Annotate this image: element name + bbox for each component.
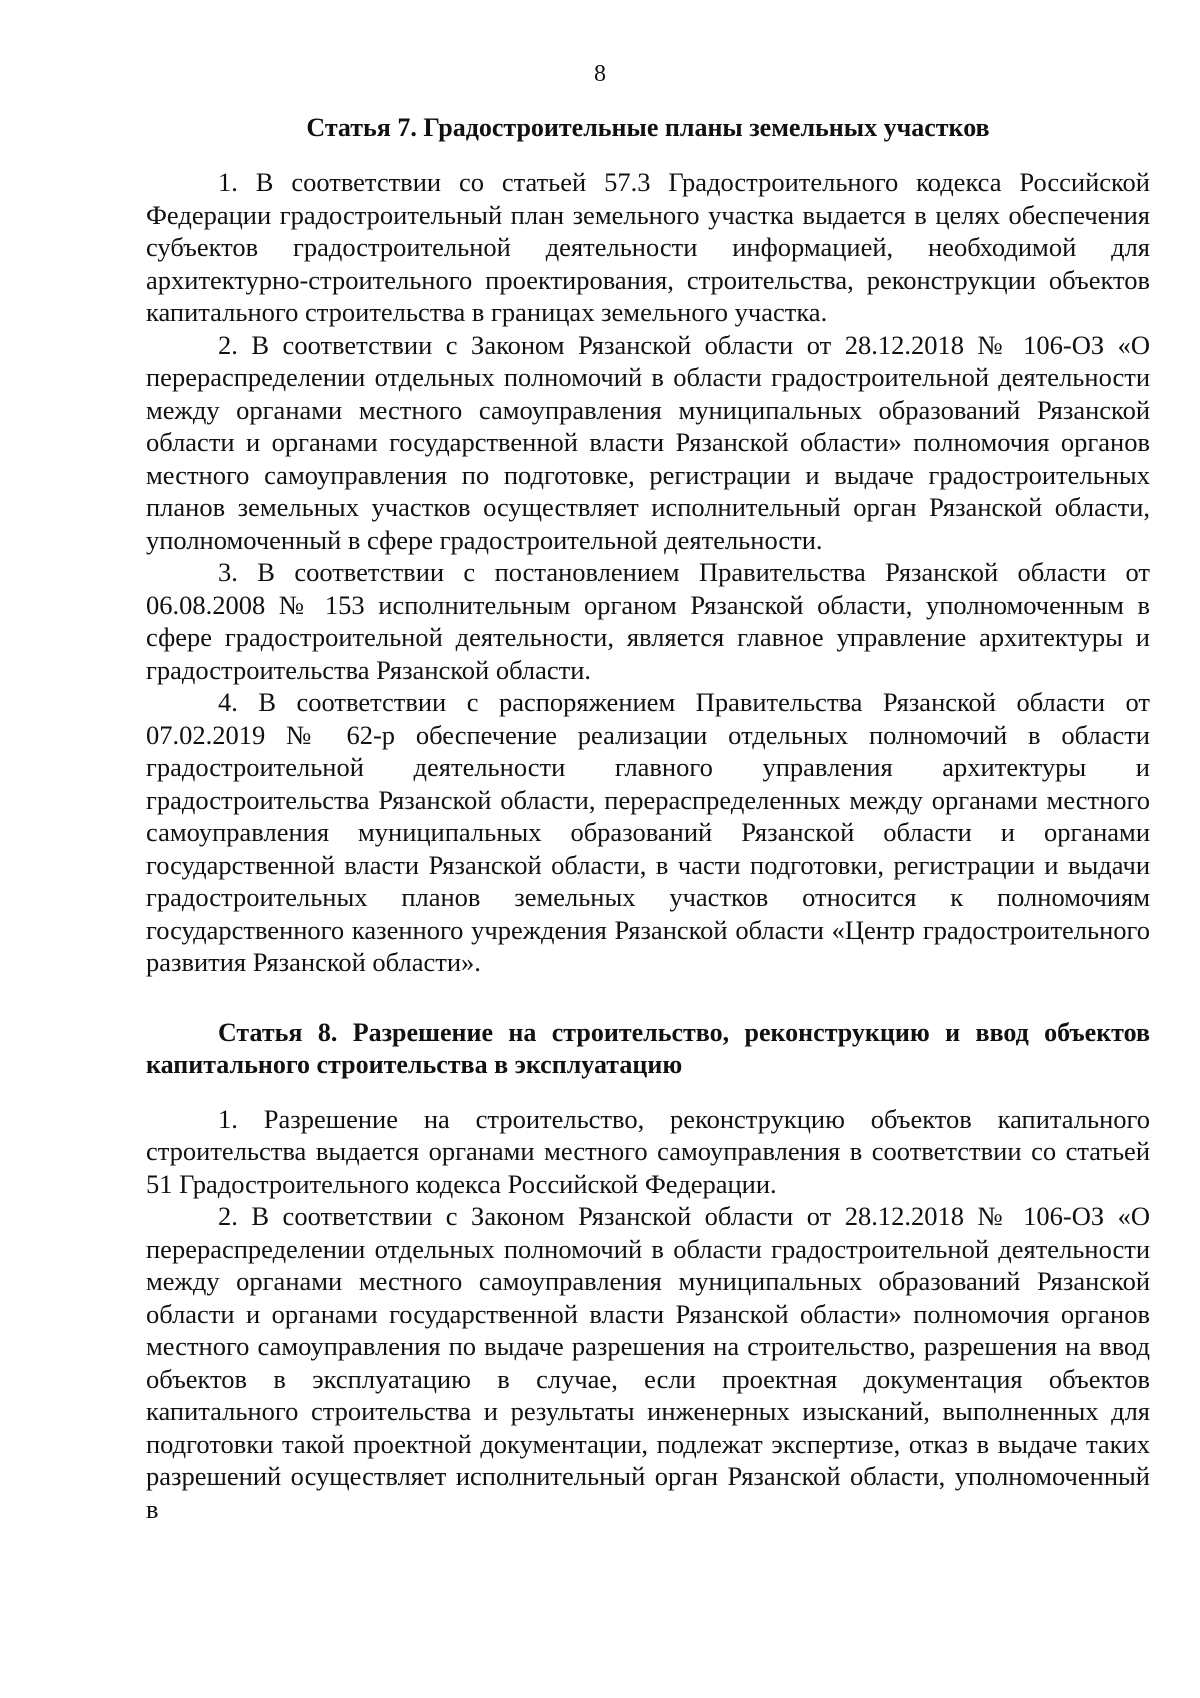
article-7-paragraph-2: 2. В соответствии с Законом Рязанской области от 28.12.2018 № 106-ОЗ «О перераспределении отдельных полномочий в области градостроительной деятельности между органами местного самоуправления муниципальных образований Рязанской области и органами государственной власти Рязанской области» полномочия органов местного самоуправления по подготовке, регистрации и выдаче градостроительных планов земельных участков осуществляет исполнительный орган Рязанской области, уполномоченный в сфере градостроительной деятельности. [146,329,1150,555]
article-8-paragraph-1: 1. Разрешение на строительство, реконструкцию объектов капитального строительства выдается органами местного самоуправления в соответствии со статьей 51 Градостроительного кодекса Российской Федерации. [146,1103,1150,1199]
article-7-paragraph-4: 4. В соответствии с распоряжением Правительства Рязанской области от 07.02.2019 № 62-р обеспечение реализации отдельных полномочий в области градостроительной деятельности главного управления архитектуры и градостроительства Рязанской области, перераспределенных между органами местного самоуправления муниципальных образований Рязанской области и органами государственной власти Рязанской области, в части подготовки, регистрации и выдачи градостроительных планов земельных участков относится к полномочиям государственного казенного учреждения Рязанской области «Центр градостроительного развития Рязанской области». [146,687,1150,977]
page-number: 8 [594,61,606,87]
article-7-paragraph-1: 1. В соответствии со статьей 57.3 Градостроительного кодекса Российской Федерации градостроительный план земельного участка выдается в целях обеспечения субъектов градостроительной деятельности информацией, необходимой для архитектурно-строительного проектирования, строительства, реконструкции объектов капитального строительства в границах земельного участка. [146,167,1150,327]
article-8-heading: Статья 8. Разрешение на строительство, реконструкцию и ввод объектов капитального строительства в эксплуатацию [146,1017,1150,1079]
article-7-paragraph-3: 3. В соответствии с постановлением Правительства Рязанской области от 06.08.2008 № 153 исполнительным органом Рязанской области, уполномоченным в сфере градостроительной деятельности, является главное управление архитектуры и градостроительства Рязанской области. [146,557,1150,685]
article-8-paragraph-2: 2. В соответствии с Законом Рязанской области от 28.12.2018 № 106-ОЗ «О перераспределении отдельных полномочий в области градостроительной деятельности между органами местного самоуправления муниципальных образований Рязанской области и органами государственной власти Рязанской области» полномочия органов местного самоуправления по выдаче разрешения на строительство, разрешения на ввод объектов в эксплуатацию в случае, если проектная документация объектов капитального строительства и результаты инженерных изысканий, выполненных для подготовки такой проектной документации, подлежат экспертизе, отказ в выдаче таких разрешений осуществляет исполнительный орган Рязанской области, уполномоченный в [146,1201,1150,1524]
article-7-heading: Статья 7. Градостроительные планы земельных участков [306,113,990,142]
document-body [146,112,1150,1525]
